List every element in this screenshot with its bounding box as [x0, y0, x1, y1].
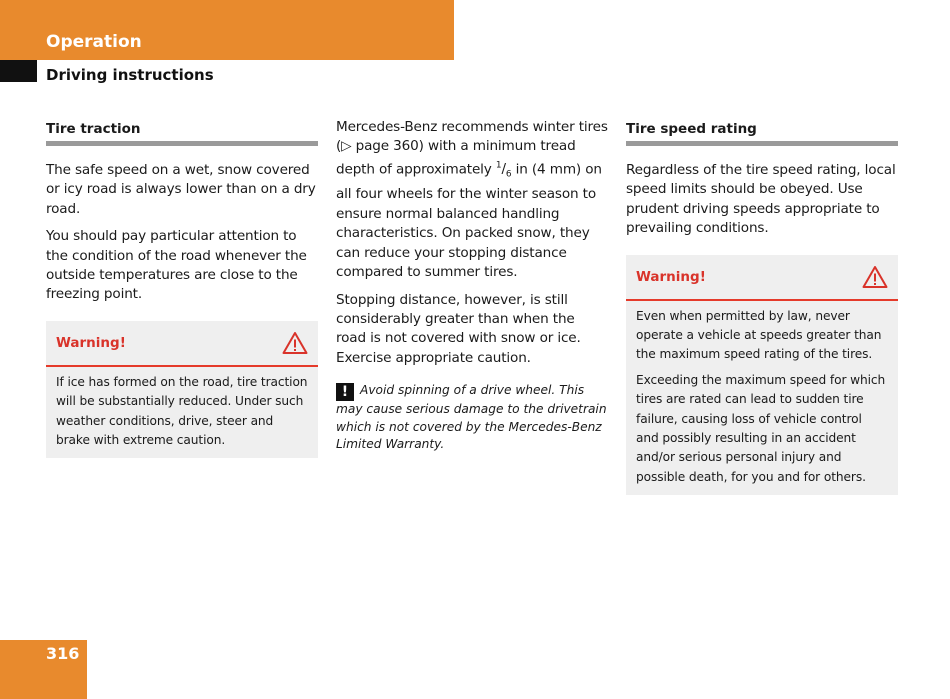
heading-tire-speed-rating: Tire speed rating [626, 120, 898, 146]
warning-header [46, 321, 318, 367]
chapter-title: Operation [46, 32, 142, 52]
section-title: Driving instructions [46, 66, 214, 84]
fraction: $^1/_6$ [495, 160, 512, 181]
note-text: Avoid spinning of a drive wheel. This may cause serious damage to the drivetrain which is not covered by the Mercedes-Benz Limited Warranty. [336, 383, 607, 451]
paragraph: Regardless of the tire speed rating, local speed limits should be obeyed. Use prudent driving speeds appropriate to prevailing conditions. [626, 162, 896, 237]
column-winter-tires [336, 118, 608, 453]
warning-label: Warning! [636, 268, 706, 285]
warning-box [46, 321, 318, 459]
page-number: 316 [46, 644, 80, 663]
warning-triangle-icon [282, 331, 308, 355]
heading-tire-traction: Tire traction [46, 120, 318, 146]
page-reference-arrow-icon: ▷ [341, 138, 352, 155]
warning-text: Even when permitted by law, never operate a vehicle at speeds greater than the maximum speed rating of the tires. [636, 308, 882, 362]
warning-triangle-icon [862, 265, 888, 289]
warning-text: Exceeding the maximum speed for which tires are rated can lead to sudden tire failure, causing loss of vehicle control and possibly resulting in an accident and/or serious personal injury and possible death, for you and for others. [636, 372, 886, 484]
paragraph: The safe speed on a wet, snow covered or icy road is always lower than on a dry road. [46, 162, 316, 217]
warning-box [626, 255, 898, 496]
column-tire-speed-rating [626, 118, 898, 495]
warning-header [626, 255, 898, 301]
section-marker [0, 60, 37, 82]
exclamation-icon: ! [336, 383, 354, 401]
paragraph: You should pay particular attention to the condition of the road whenever the outside temperatures are close to the freezing point. [46, 228, 307, 303]
warning-text: If ice has formed on the road, tire traction will be substantially reduced. Under such weather conditions, drive, steer and brake with extreme caution. [56, 374, 308, 448]
column-tire-traction [46, 118, 318, 458]
paragraph-stopping-distance: Stopping distance, however, is still considerably greater than when the road is not covered with snow or ice. Exercise appropriate caution. [336, 291, 581, 366]
warning-label: Warning! [56, 334, 126, 351]
paragraph-winter-tires: Mercedes-Benz recommends winter tires (▷ page 360) with a minimum tread depth of approximately $^1/_6$ in (4 mm) on all four wheels for the winter season to ensure normal balanced handling characteristics. On packed snow, they can reduce your stopping distance compared to summer tires. [336, 119, 608, 281]
damage-note [336, 382, 608, 453]
